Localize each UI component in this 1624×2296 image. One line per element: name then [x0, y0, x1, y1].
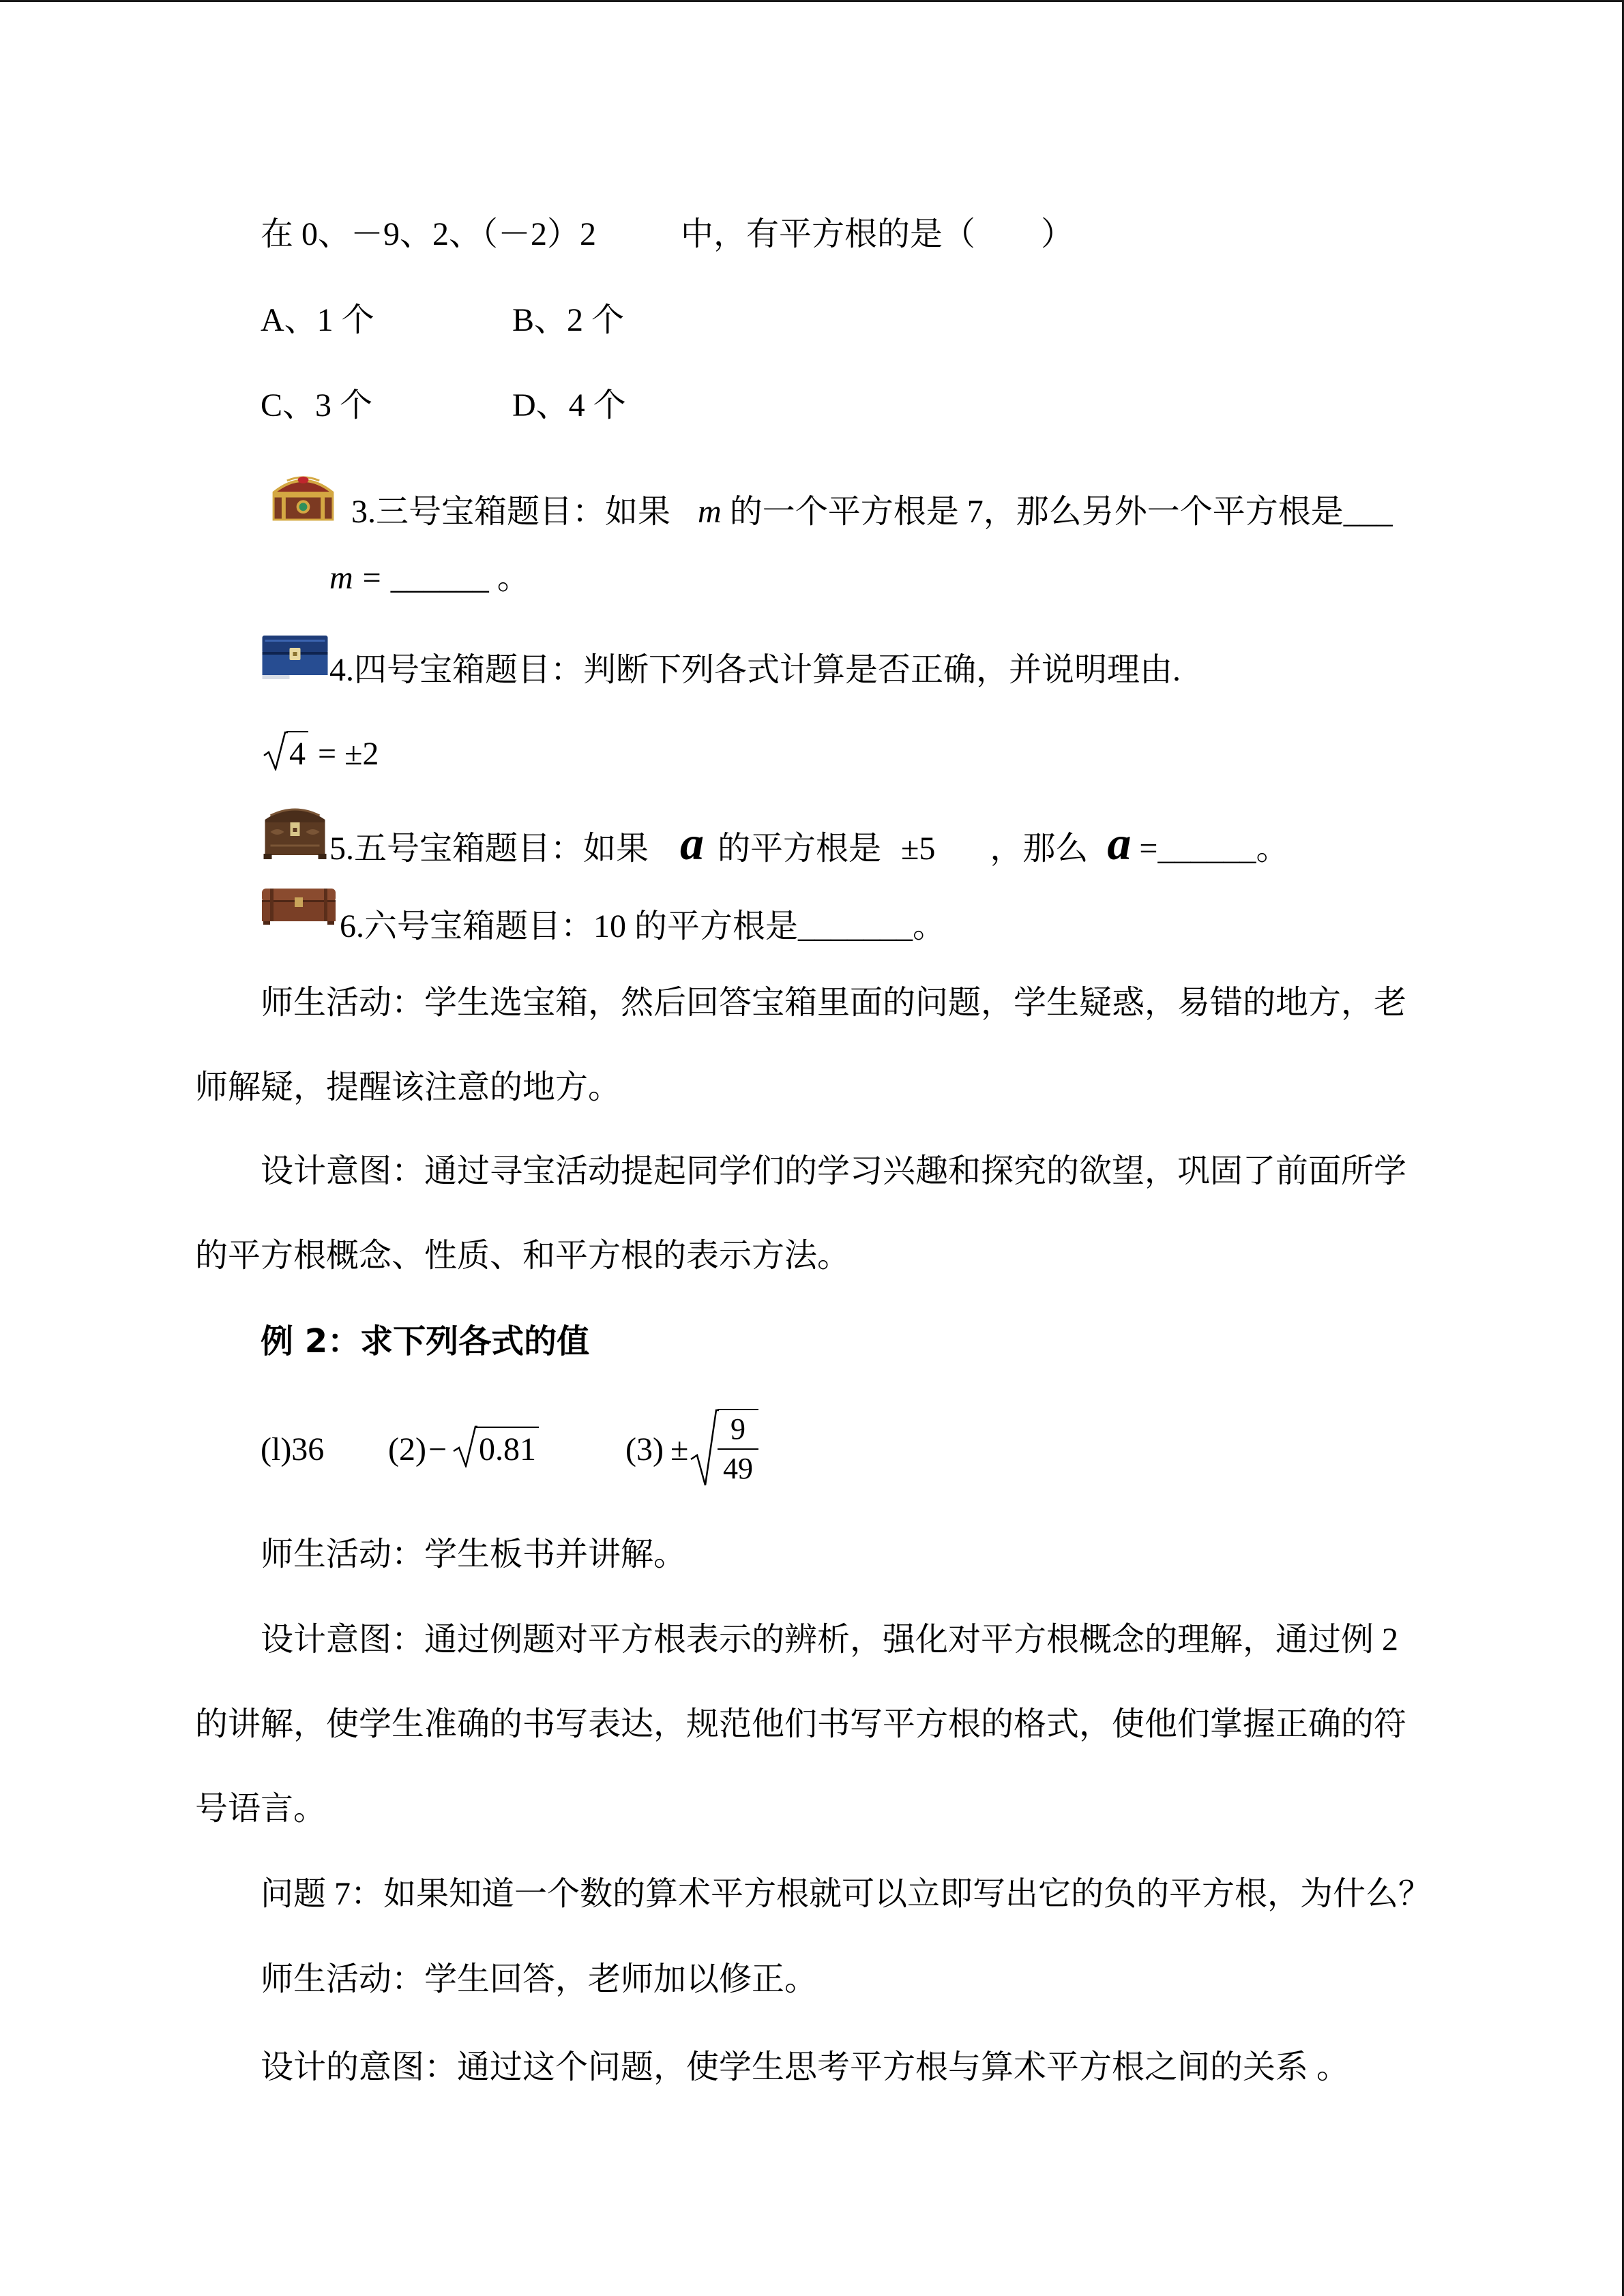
- example-title: 例 2：求下列各式的值: [261, 1322, 590, 1360]
- radicand: 4: [286, 731, 308, 772]
- formula-3-sign: ±: [670, 1431, 689, 1467]
- activity-paragraph: 师生活动：学生回答，老师加以修正。: [261, 1961, 818, 1997]
- option-b: B、2 个: [512, 302, 625, 338]
- paragraph-line: 号语言。: [195, 1791, 327, 1827]
- item3-answer-line: [329, 536, 530, 621]
- paragraph-line: 师解疑，提醒该注意的地方。: [195, 1069, 621, 1105]
- activity-paragraph: 师生活动：学生板书并讲解。: [261, 1536, 687, 1572]
- formula-3-fraction: [718, 1409, 758, 1488]
- paragraph-line: 设计意图：通过例题对平方根表示的辨析，强化对平方根概念的理解，通过例 2: [261, 1622, 1399, 1658]
- item5-text-before: 5.五号宝箱题目：如果: [329, 831, 649, 867]
- item3-text-before: 3.三号宝箱题目：如果: [351, 494, 671, 530]
- design-intent-paragraph: [195, 1598, 1409, 1851]
- question-text-part2: 中，有平方根的是（ ）: [681, 216, 1074, 252]
- treasure-chest-icon: [261, 795, 329, 861]
- activity-paragraph: [195, 961, 1409, 1130]
- formula-2-label: (2): [388, 1431, 426, 1467]
- equation-rhs: = ±2: [318, 736, 379, 772]
- paragraph-line: 的平方根概念、性质、和平方根的表示方法。: [195, 1238, 851, 1274]
- formula-3-label: (3): [625, 1431, 664, 1467]
- paragraph-line: 的讲解，使学生准确的书写表达，规范他们书写平方根的格式，使他们掌握正确的符: [195, 1706, 1407, 1742]
- answer-blank: =______。: [1139, 831, 1289, 867]
- fraction-numerator: 9: [718, 1410, 758, 1450]
- equals-sign: =: [362, 560, 381, 596]
- example-formulas: [0, 1398, 1624, 1493]
- item4-question: 4.四号宝箱题目：判断下列各式计算是否正确，并说明理由.: [329, 652, 1181, 688]
- formula-2-radicand: 0.81: [476, 1427, 539, 1467]
- page-edge-top: [0, 0, 1624, 2]
- option-d: D、4 个: [512, 387, 626, 423]
- period: 。: [488, 560, 530, 596]
- treasure-chest-icon: [261, 886, 337, 925]
- option-c: C、3 个: [261, 387, 373, 423]
- variable-m: m: [698, 494, 722, 530]
- design-intent-paragraph: 设计的意图：通过这个问题，使学生思考平方根与算术平方根之间的关系 。: [261, 2049, 1350, 2085]
- item5-text-then: ，那么: [990, 831, 1089, 867]
- variable-a: a: [680, 818, 705, 870]
- treasure-chest-icon: [261, 634, 329, 681]
- radical-sign: [263, 731, 288, 779]
- item5-text-mid: 的平方根是: [718, 831, 882, 867]
- item6-question: 6.六号宝箱题目：10 的平方根是_______。: [340, 908, 946, 944]
- radical-sign: [690, 1409, 719, 1495]
- answer-blank: ___: [1343, 494, 1393, 530]
- item5-question: [329, 807, 1288, 891]
- paragraph-line: 师生活动：学生选宝箱，然后回答宝箱里面的问题，学生疑惑，易错的地方，老: [261, 985, 1407, 1021]
- question-text-part1: 在 0、－9、2、（－2）2: [261, 216, 597, 252]
- design-intent-paragraph: [195, 1129, 1409, 1298]
- item3-text-after: 的一个平方根是 7，那么另外一个平方根是: [729, 494, 1344, 530]
- fraction-denominator: 49: [723, 1452, 753, 1485]
- treasure-chest-icon: [269, 471, 337, 522]
- item5-value: ±5: [901, 831, 936, 867]
- variable-a: a: [1107, 818, 1132, 870]
- question-7: 问题 7：如果知道一个数的算术平方根就可以立即写出它的负的平方根，为什么？: [261, 1876, 1432, 1912]
- formula-2-sign: −: [428, 1431, 447, 1467]
- radical-sign: [453, 1425, 477, 1476]
- paragraph-line: 设计意图：通过寻宝活动提起同学们的学习兴趣和探究的欲望，巩固了前面所学: [261, 1153, 1407, 1189]
- answer-blank: ______: [390, 560, 489, 596]
- variable-m: m: [329, 560, 353, 596]
- formula-1: (l)36: [261, 1431, 325, 1467]
- option-a: A、1 个: [261, 302, 374, 338]
